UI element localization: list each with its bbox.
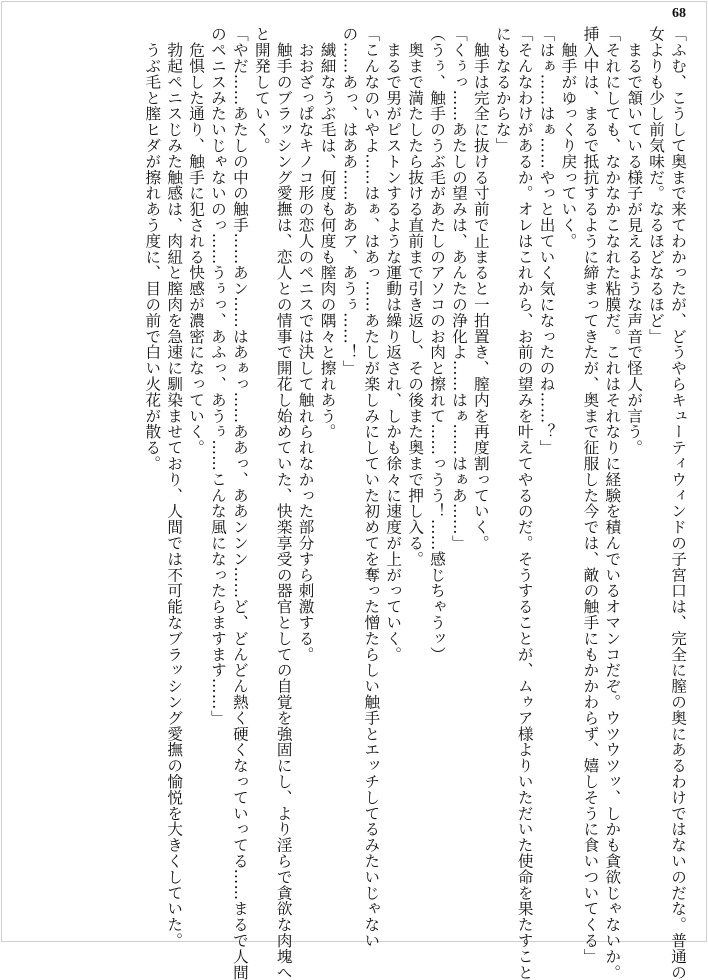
text-line: 女よりも少し前気味だ。なるほどなるほど」: [647, 26, 666, 344]
text-line: 触手のブラッシング愛撫は、恋人との情事で開花し始めていた、快楽享受の器官としての自覚を強固にし、より淫らで貪欲な肉塊へ: [274, 26, 293, 980]
text-line: 「ふむ、こうして奥まで来てわかったが、どうやらキューティウィンドの子宮口は、完全に膣の奥にあるわけではないのだな。普通の: [669, 26, 687, 980]
text-line: 勃起ペニスじみた触感は、肉紐と膣肉を急速に馴染ませており、人間では不可能なブラッシング愛撫の愉悦を大きくしていた。: [165, 26, 184, 949]
text-line: 挿入中は、まるで抵抗するように締まってきたが、奥まで征服した今では、敵の触手にもかかわらず、嬉しそうに食いついてくる」: [581, 26, 600, 965]
text-line: 「それにしても、なかなかこなれた粘膜だ。これはそれなりに経験を積んでいるオマンコだぞ。ウツウツッ、しかも貪欲じゃないか。: [603, 26, 622, 980]
text-line: 触手がゆっくり戻っていく。: [559, 26, 578, 249]
body-text: [140, 26, 688, 980]
text-line: まるで男がピストンするような運動は繰り返され、しかも徐々に速度が上がっていく。: [384, 26, 403, 662]
text-line: 「やだ……あたしの中の触手……あン……はあぁっ……ああっ、ああンンン……ど、どんどん熱く硬くなっていってる……まるで人間: [230, 26, 249, 980]
text-line: 「くぅっ……あたしの望みは、あんたの浄化よ……はぁ……はぁあ……」: [449, 26, 468, 551]
text-line: （うぅ、触手のうぶ毛があたしのアソコのお肉と擦れて……っうう！……感じちゃうッ）: [428, 26, 447, 662]
text-line: まるで頷いている様子が見えるような声音で怪人が言う。: [625, 26, 644, 456]
text-line: 危惧した通り、触手に犯される快感が濃密になっていく。: [187, 26, 206, 456]
text-line: にもなるからな」: [493, 26, 512, 154]
text-line: 奥まで満たしたら抜ける直前まで引き返し、その後また奥まで押し入る。: [406, 26, 425, 567]
text-line: 繊細なうぶ毛は、何度も何度も膣肉の隅々と擦れあう。: [318, 26, 337, 440]
text-line: と開発していく。: [252, 26, 271, 154]
text-line: おおざっぱなキノコ形の恋人のペニスでは決して触れられなかった部分すら刺激する。: [296, 26, 315, 662]
text-line: 「そんなわけがあるか。オレはこれから、お前の望みを叶えてやるのだ。そうすることが、ムゥア様よりいただいた使命を果たすこと: [515, 26, 534, 980]
text-line: のペニスみたいじゃないのっ……うぅっ、あふっ、あうぅ……こんな風になったらますます……」: [208, 26, 227, 726]
text-line: の……あっ、はああ……ああア、あうぅ……！」: [340, 26, 359, 376]
text-line: 触手は完全に抜ける寸前で止まると一拍置き、膣内を再度割っていく。: [471, 26, 490, 551]
text-line: 「こんなのいやよ……はぁ、はあっ……あたしが楽しみにしていた初めてを奪った憎たらしい触手とエッチしてるみたいじゃない: [362, 26, 381, 949]
text-line: うぶ毛と膣ヒダが擦れあう度に、目の前で白い火花が散る。: [143, 26, 162, 472]
text-line: 「はぁ……はぁ……やっと出ていく気になったのね……？」: [537, 26, 556, 456]
page-number: 68: [672, 6, 686, 21]
